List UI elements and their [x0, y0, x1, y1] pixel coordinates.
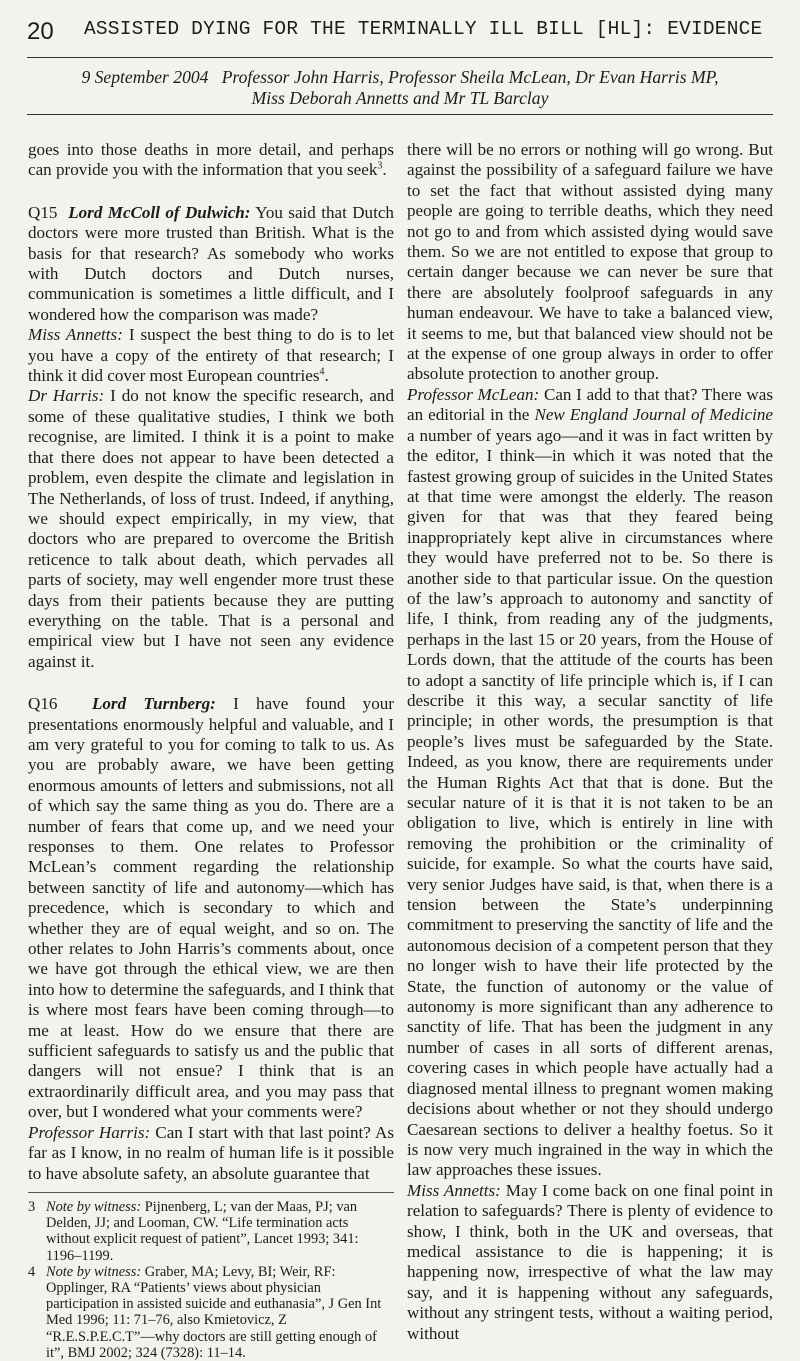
footnote-mark: 4 [28, 1263, 36, 1280]
footnote-ref-3: 3 [377, 160, 383, 172]
witness-list-2: Miss Deborah Annetts and Mr TL Barclay [251, 88, 549, 108]
witness-list-1: Professor John Harris, Professor Sheila McLean, Dr Evan Harris MP, [221, 67, 719, 87]
question-q15: Q15 Lord McColl of Dulwich: You said that Dutch doctors were more trusted than British. What is the basis for that research? As somebody who works with Dutch doctors and Dutch nurses, communication is sometimes a little difficult, and I wondered how the comparison was made? [28, 202, 394, 324]
answer-annetts-2: Miss Annetts: May I come back on one final point in relation to safeguards? There is plenty of evidence to show, I think, both in the UK and overseas, that medical assistance to die is happening; it is happening now, irrespective of what the law may say, and it is happening without any safeguards, without any stringent tests, without a waiting period, without [407, 1180, 773, 1343]
questioner: Lord McColl of Dulwich: [68, 202, 251, 222]
footnote-ref-4: 4 [319, 366, 325, 378]
question-number: Q16 [28, 694, 58, 714]
footnote-mark: 3 [28, 1198, 36, 1215]
answer-professor-harris: Professor Harris: Can I start with that last point? As far as I know, in no realm of human life is it possible to have absolute safety, an absolute guarantee that [28, 1122, 394, 1183]
page-number: 20 [27, 18, 54, 45]
answer-dr-harris: Dr Harris: I do not know the specific research, and some of these qualitative studies, I think we both recognise, are limited. I think it is a point to make that there does not appear to have been detected a problem, even despite the climate and legislation in The Netherlands, of loss of trust. Indeed, if anything, we should expect empirically, in my view, that doctors who are prepared to overcome the British reticence to talk about death, which pervades all parts of society, may well engender more trust these days from their patients because they are putting everything on the table. That is a personal and empirical view but I have not seen any evidence against it. [28, 386, 394, 671]
footnote-text: Pijnenberg, L; van der Maas, PJ; van Delden, JJ; and Looman, CW. “Life termination acts without explicit request of patient”, Lancet 1993; 341: 1196–1199. [46, 1198, 359, 1264]
speaker: Dr Harris: [28, 386, 105, 406]
answer-annetts: Miss Annetts: I suspect the best thing to do is to let you have a copy of the entirety of that research; I think it did cover most European countries$^4$. [28, 325, 394, 386]
questioner: Lord Turnberg: [91, 694, 216, 714]
footnote-4 [28, 1264, 394, 1361]
sitting-line-1 [27, 67, 773, 88]
speaker: Miss Annetts: [407, 1180, 501, 1200]
footnote-label: Note by witness: [46, 1263, 142, 1280]
journal-title: New England Journal of Medicine [534, 405, 773, 425]
question-q16: Q16 Lord Turnberg: I have found your presentations enormously helpful and valuable, and I am very grateful to you for coming to talk to us. As you are probably aware, we have been getting enormous amounts of letters and submissions, not all of which say the same thing as you do. There are a number of fears that come up, and we need your responses to them. One relates to Professor McLean’s comment regarding the relationship between sanctity of life and autonomy—which has precedence, which is secondary to which and whether they are of equal weight, and so on. The other relates to John Harris’s comments about, once we have got through the ethical view, we are then into how to determine the safeguards, and I think that is where most fears have been coming through—to me at least. How do we ensure that there are sufficient safeguards to satisfy us and the public that dangers will not ensue? I think that is an extraordinarily difficult area, and you may pass that over, but I wondered what your comments were? [28, 694, 394, 1122]
speaker: Miss Annetts: [28, 325, 123, 345]
continuation-paragraph: goes into those deaths in more detail, and perhaps can provide you with the information that you seek$^3$. [28, 140, 394, 180]
question-number: Q15 [28, 202, 58, 222]
continuation-paragraph: there will be no errors or nothing will go wrong. But against the possibility of a safeguard failure we have to set the fact that without assisted dying many people are going to terrible deaths, which they need not go to and from which assisted dying would save them. So we are not entitled to expose that group to certain danger because we can never be sure that there are absolutely foolproof safeguards in any human endeavour. We have to take a balanced view, it seems to me, but that balanced view should not be at the expense of one group always in order to offer absolute protection to another group. [407, 140, 773, 384]
header-rule [27, 57, 773, 58]
speaker: Professor Harris: [28, 1122, 151, 1142]
right-column [407, 140, 773, 1344]
sitting-rule [27, 114, 773, 115]
sitting-header [27, 67, 773, 109]
footnote-label: Note by witness: [46, 1198, 142, 1215]
sitting-date: 9 September 2004 [81, 67, 209, 87]
running-head: ASSISTED DYING FOR THE TERMINALLY ILL BILL [HL]: EVIDENCE [84, 18, 763, 40]
footnotes-rule [28, 1192, 394, 1193]
answer-mclean: Professor McLean: Can I add to that that? There was an editorial in the New England Journal of Medicine a number of years ago—and it was in fact written by the editor, I think—in which it was noted that the fastest growing group of suicides in the United States at that time were amongst the elderly. The reason given for that was that they feared being inappropriately kept alive in circumstances where they would have preferred not to be. So there is another side to that particular issue. On the question of the law’s approach to autonomy and sanctity of life, I think, from reading any of the judgments, perhaps in the last 15 or 20 years, from the House of Lords down, that the attitude of the courts has been to adopt a sanctity of life principle which is, if I can describe it this way, a secular sanctity of life principle; in other words, the presumption is that people’s lives must be safeguarded by the State. Indeed, as you know, there are requirements under the Human Rights Act that that is done. But the secular nature of it is that it is not taken to be an obligation to live, which is entirely in line with removing the prohibition or the criminality of suicide, for example. So what the courts have said, very senior Judges have said, is that, when there is a tension between the State’s underpinning commitment to preserving the sanctity of life and the autonomous decision of a competent person that they no longer wish to have their life protected by the State, the function of autonomy or the value of autonomy is more significant than any adherence to sanctity of life. That has been the judgment in any number of cases in all sorts of different arenas, covering cases in which people have actually had a diagnosed mental illness to pregnant women making decisions about whether or not they should undergo Caesarean sections to deliver a healthy foetus. So it is now very much ingrained in the way in which the law approaches these issues. [407, 384, 773, 1180]
footnote-3 [28, 1199, 394, 1264]
left-column [28, 140, 394, 1361]
speaker: Professor McLean: [407, 384, 540, 404]
footnote-text: Graber, MA; Levy, BI; Weir, RF: Opplinger, RA “Patients’ views about physician participation in assisted suicide and euthanasia”, J Gen Int Med 1996; 11: 71–76, also Kmietovicz, Z “R.E.S.P.E.C.T”—why doctors are still getting enough of it”, BMJ 2002; 324 (7328): 11–14. [46, 1263, 382, 1361]
